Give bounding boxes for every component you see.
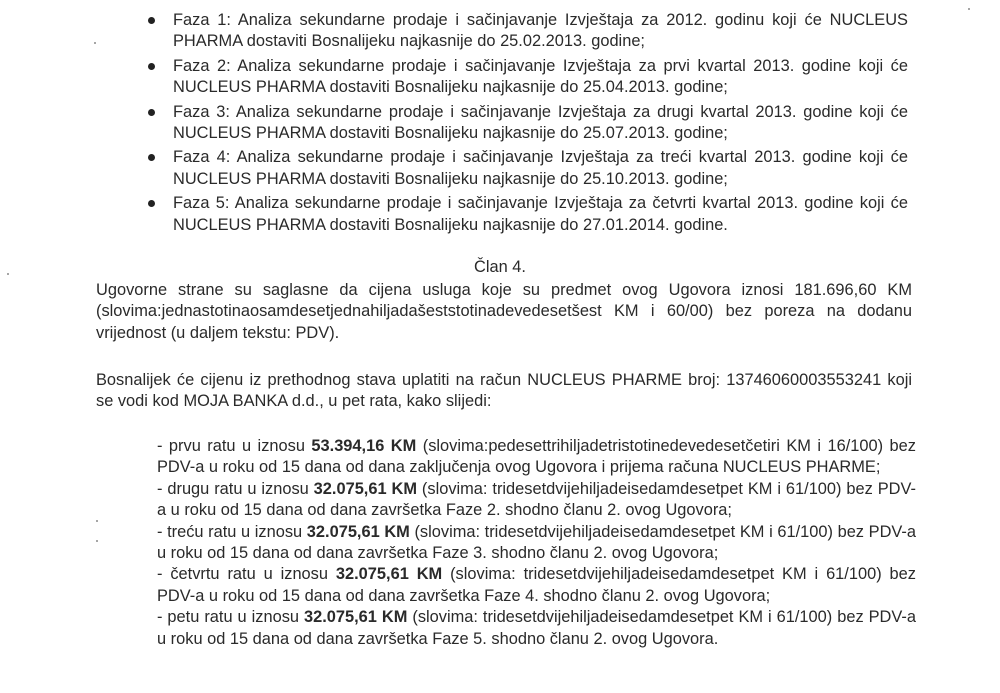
installment-details: (slovima: tridesetdvijehiljadeisedamdesetpet KM i 61/100) bez PDV-a u roku od 15 dana od dana završetka Faze 2. shodno članu 2. ovog Ugovora; (157, 479, 917, 520)
phase-item (146, 102, 908, 145)
installment-amount: 32.075,61 KM (304, 608, 408, 627)
installment-prefix: - četvrtu ratu u iznosu (157, 565, 336, 584)
bullet-icon (148, 17, 155, 24)
installment-details: (slovima: tridesetdvijehiljadeisedamdesetpet KM i 61/100) bez PDV-a u roku od 15 dana od dana završetka Faze 3. shodno članu 2. ovog Ugovora; (157, 522, 917, 563)
payment-paragraph: Bosnalijek će cijenu iz prethodnog stava uplatiti na račun NUCLEUS PHARME broj: 13746060003553241 koji se vodi kod MOJA BANKA d.d., u pet rata, kako slijedi: (96, 371, 912, 411)
installment-amount: 53.394,16 KM (311, 437, 417, 455)
bullet-icon (148, 109, 155, 116)
phase-item (146, 193, 908, 236)
phase-text: Faza 4: Analiza sekundarne prodaje i sačinjavanje Izvještaja za treći kvartal 2013. godine koji će NUCLEUS PHARMA dostaviti Bosnalijeku najkasnije do 25.10.2013. godine; (173, 148, 908, 188)
phase-text: Faza 5: Analiza sekundarne prodaje i sačinjavanje Izvještaja za četvrti kvartal 2013. godine koji će NUCLEUS PHARMA dostaviti Bosnalijeku najkasnije do 27.01.2014. godine. (173, 194, 908, 234)
installment-details: (slovima: tridesetdvijehiljadeisedamdesetpet KM i 61/100) bez PDV-a u roku od 15 dana od dana završetka Faze 5. shodno članu 2. ovog Ugovora. (157, 608, 916, 648)
phase-text: Faza 2: Analiza sekundarne prodaje i sačinjavanje Izvještaja za prvi kvartal 2013. godine koji će NUCLEUS PHARMA dostaviti Bosnalijeku najkasnije do 25.04.2013. godine; (173, 56, 908, 97)
phase-text: Faza 1: Analiza sekundarne prodaje i sačinjavanje Izvještaja za 2012. godinu koji će NUCLEUS PHARMA dostaviti Bosnalijeku najkasnije do 25.02.2013. godine; (173, 11, 908, 51)
installment-amount: 32.075,61 KM (306, 522, 410, 541)
installment-item (157, 564, 916, 607)
bullet-icon (148, 63, 155, 70)
phase-item (146, 10, 908, 53)
installment-item (157, 522, 916, 565)
installment-list (157, 436, 916, 650)
installment-details: (slovima: tridesetdvijehiljadeisedamdesetpet KM i 61/100) bez PDV-a u roku od 15 dana od dana završetka Faze 4. shodno članu 2. ovog Ugovora; (157, 565, 916, 605)
installment-prefix: - treću ratu u iznosu (157, 522, 307, 541)
bullet-icon (148, 200, 155, 207)
installment-amount: 32.075,61 KM (313, 479, 417, 498)
bullet-icon (148, 154, 155, 161)
scan-speck (96, 540, 98, 542)
price-paragraph: Ugovorne strane su saglasne da cijena usluga koje su predmet ovog Ugovora iznosi 181.696,60 KM (slovima:jednastotinaosamdesetjednahiljadašeststotinadevedesetšest KM i 60/00) bez poreza na dodanu vrijednost (u daljem tekstu: PDV). (96, 281, 912, 342)
installment-item (157, 436, 916, 479)
installment-prefix: - drugu ratu u iznosu (157, 479, 314, 498)
scan-speck (968, 8, 970, 10)
phase-list (146, 10, 908, 239)
installment-amount: 32.075,61 KM (335, 565, 443, 584)
phase-text: Faza 3: Analiza sekundarne prodaje i sačinjavanje Izvještaja za drugi kvartal 2013. godine koji će NUCLEUS PHARMA dostaviti Bosnalijeku najkasnije do 25.07.2013. godine; (173, 102, 908, 143)
phase-item (146, 147, 908, 190)
installment-details: (slovima:pedesettrihiljadetristotinedevedesetčetiri KM i 16/100) bez PDV-a u roku od 15 dana od dana zaključenja ovog Ugovora i prijema računa NUCLEUS PHARME; (157, 437, 916, 477)
installment-prefix: - prvu ratu u iznosu (157, 437, 312, 455)
installment-item (157, 479, 916, 522)
scan-speck (7, 273, 9, 275)
installment-item (157, 607, 916, 650)
installment-prefix: - petu ratu u iznosu (157, 608, 304, 627)
scan-speck (96, 520, 98, 522)
article-title: Član 4. (474, 258, 526, 276)
phase-item (146, 56, 908, 99)
scan-speck (94, 42, 96, 44)
